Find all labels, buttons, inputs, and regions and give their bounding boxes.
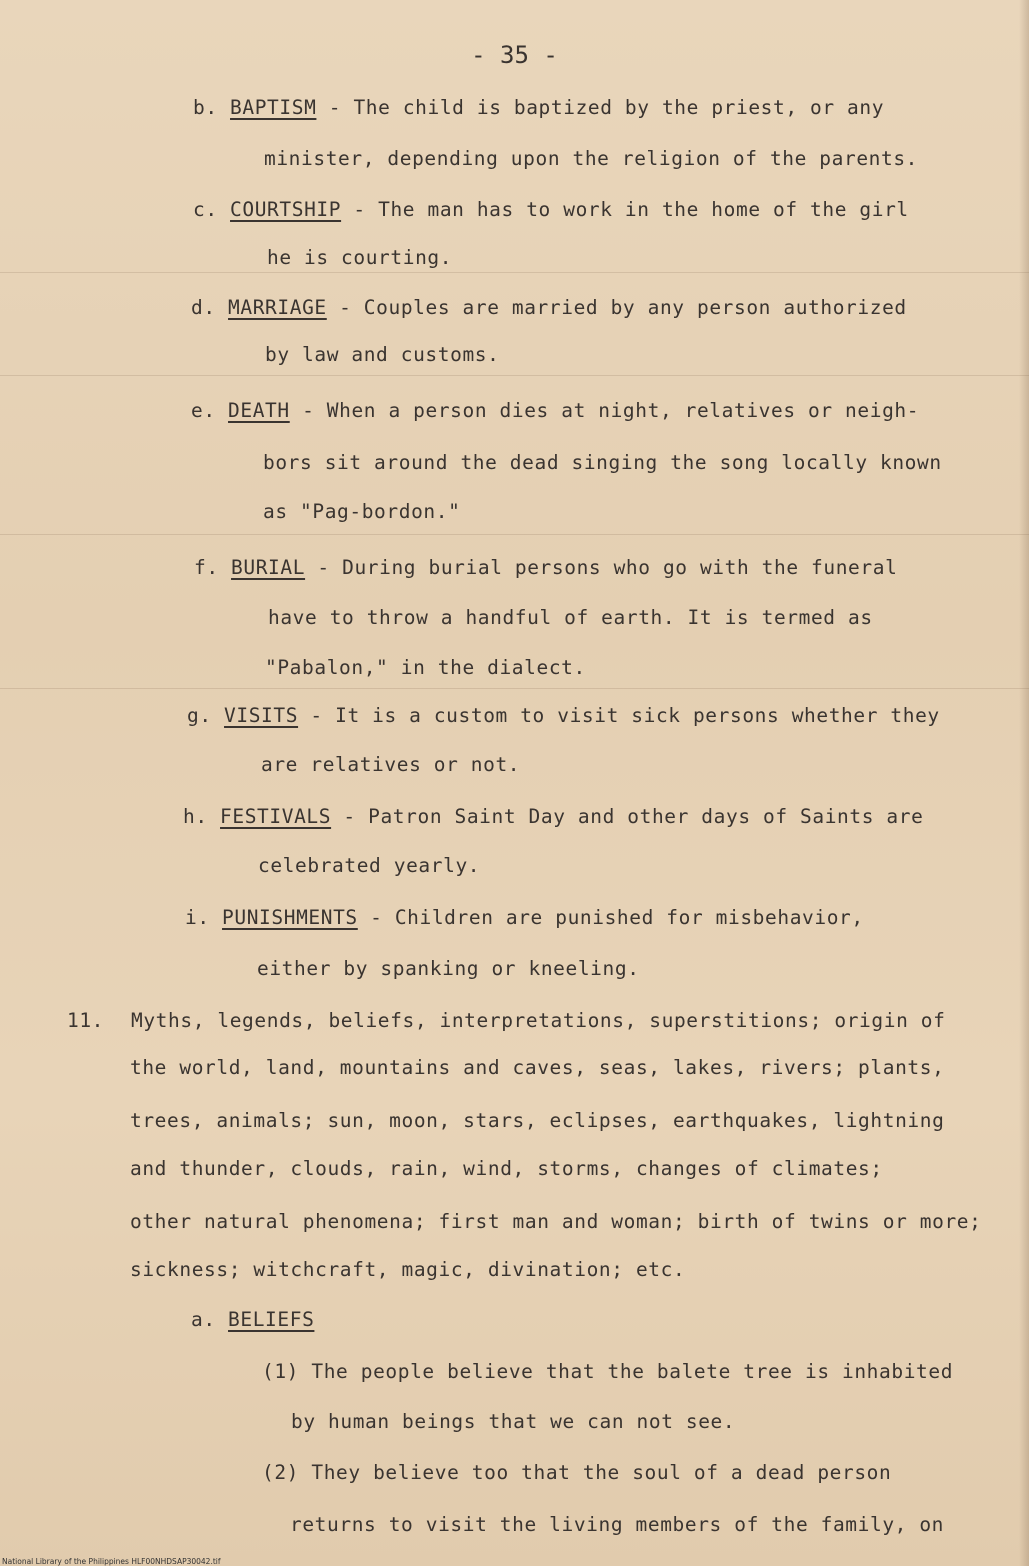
item-continuation: by law and customs.: [265, 343, 500, 366]
page-number: - 35 -: [471, 41, 558, 69]
item-text: The child is baptized by the priest, or any: [353, 96, 885, 119]
item-continuation: he is courting.: [267, 246, 453, 269]
section-line: the world, land, mountains and caves, seas, lakes, rivers; plants,: [130, 1056, 945, 1079]
item-continuation: are relatives or not.: [261, 753, 521, 776]
item-letter: e.: [191, 399, 216, 422]
item-text: Children are punished for misbehavior,: [394, 906, 864, 929]
item-heading: MARRIAGE: [228, 296, 327, 319]
belief-continuation: by human beings that we can not see.: [291, 1410, 736, 1433]
item-text: It is a custom to visit sick persons whether they: [335, 704, 940, 727]
item-continuation: "Pabalon," in the dialect.: [265, 656, 586, 679]
custom-item-baptism: b. BAPTISM - The child is baptized by the priest, or any: [193, 96, 885, 119]
item-text: The man has to work in the home of the girl: [378, 198, 909, 221]
item-heading: BURIAL: [231, 556, 306, 579]
subsection-title: BELIEFS: [228, 1308, 315, 1331]
item-text: Patron Saint Day and other days of Saints are: [368, 805, 924, 828]
subsection-letter: a.: [191, 1308, 216, 1331]
subsection-heading-beliefs: [191, 1308, 314, 1332]
item-continuation: as "Pag-bordon.": [263, 500, 461, 523]
section-line: sickness; witchcraft, magic, divination; etc.: [130, 1258, 686, 1281]
item-letter: g.: [187, 704, 212, 727]
belief-text: The people believe that the balete tree is inhabited: [311, 1360, 954, 1383]
custom-item-burial: f. BURIAL - During burial persons who go with the funeral: [194, 556, 898, 579]
page-edge-shadow: [1019, 0, 1029, 1566]
section-line: other natural phenomena; first man and woman; birth of twins or more;: [130, 1210, 982, 1233]
item-heading: DEATH: [228, 399, 290, 422]
item-letter: d.: [191, 296, 216, 319]
belief-number: (1): [262, 1360, 300, 1383]
section-number: 11.: [67, 1009, 105, 1032]
custom-item-marriage: d. MARRIAGE - Couples are married by any person authorized: [191, 296, 907, 319]
fold-line: [0, 272, 1029, 273]
item-continuation: bors sit around the dead singing the song locally known: [263, 451, 942, 474]
belief-text: They believe too that the soul of a dead person: [311, 1461, 892, 1484]
scan-footer: National Library of the Philippines HLF00NHDSAP30042.tif: [2, 1557, 221, 1566]
custom-item-visits: g. VISITS - It is a custom to visit sick persons whether they: [187, 704, 940, 727]
section-line: Myths, legends, beliefs, interpretations, superstitions; origin of: [131, 1009, 946, 1032]
item-letter: h.: [183, 805, 208, 828]
belief-number: (2): [262, 1461, 300, 1484]
custom-item-festivals: h. FESTIVALS - Patron Saint Day and other days of Saints are: [183, 805, 924, 828]
belief-item-2: [262, 1461, 891, 1485]
custom-item-death: e. DEATH - When a person dies at night, relatives or neigh-: [191, 399, 920, 422]
belief-continuation: returns to visit the living members of the family, on: [290, 1513, 945, 1536]
item-continuation: have to throw a handful of earth. It is termed as: [268, 606, 873, 629]
fold-line: [0, 534, 1029, 535]
item-continuation: either by spanking or kneeling.: [257, 957, 640, 980]
item-heading: PUNISHMENTS: [222, 906, 358, 929]
item-letter: f.: [194, 556, 219, 579]
item-continuation: celebrated yearly.: [258, 854, 481, 877]
fold-line: [0, 375, 1029, 376]
item-heading: FESTIVALS: [220, 805, 332, 828]
section-line: and thunder, clouds, rain, wind, storms, changes of climates;: [130, 1157, 883, 1180]
item-continuation: minister, depending upon the religion of the parents.: [264, 147, 919, 170]
item-letter: i.: [185, 906, 210, 929]
custom-item-punishments: i. PUNISHMENTS - Children are punished for misbehavior,: [185, 906, 864, 929]
item-heading: VISITS: [224, 704, 299, 727]
item-letter: c.: [193, 198, 218, 221]
item-letter: b.: [193, 96, 218, 119]
belief-item-1: [262, 1360, 953, 1384]
item-text: During burial persons who go with the funeral: [342, 556, 898, 579]
item-heading: BAPTISM: [230, 96, 317, 119]
item-text: When a person dies at night, relatives or neigh-: [326, 399, 920, 422]
item-text: Couples are married by any person authorized: [363, 296, 907, 319]
item-heading: COURTSHIP: [230, 198, 342, 221]
section-line: trees, animals; sun, moon, stars, eclipses, earthquakes, lightning: [130, 1109, 945, 1132]
fold-line: [0, 688, 1029, 689]
custom-item-courtship: c. COURTSHIP - The man has to work in the home of the girl: [193, 198, 909, 221]
